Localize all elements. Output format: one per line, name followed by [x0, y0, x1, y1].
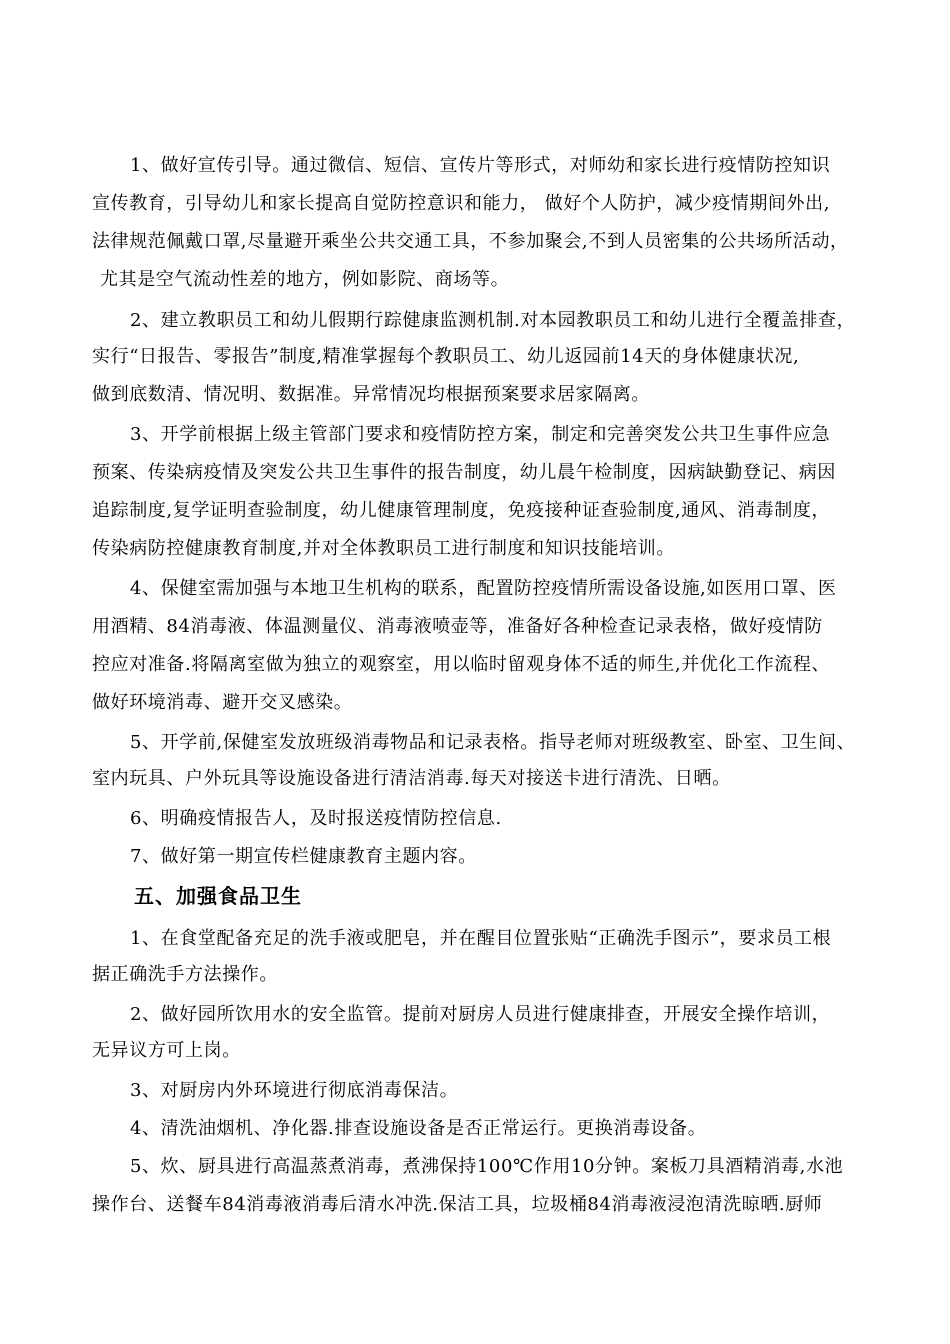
paragraph-line: 做到底数清、情况明、数据准。异常情况均根据预案要求居家隔离。 — [92, 384, 650, 405]
paragraph-line: 4、清洗油烟机、净化器.排查设施设备是否正常运行。更换消毒设备。 — [130, 1118, 707, 1139]
paragraph-line: 5、开学前,保健室发放班级消毒物品和记录表格。指导老师对班级教室、卧室、卫生间、 — [130, 732, 856, 753]
paragraph-line: 1、做好宣传引导。通过微信、短信、宣传片等形式，对师幼和家长进行疫情防控知识 — [130, 155, 831, 176]
paragraph-line: 据正确洗手方法操作。 — [92, 964, 278, 985]
paragraph-line: 预案、传染病疫情及突发公共卫生事件的报告制度，幼儿晨午检制度，因病缺勤登记、病因 — [92, 462, 836, 483]
paragraph-line: 6、明确疫情报告人，及时报送疫情防控信息. — [130, 808, 502, 829]
paragraph-line: 宣传教育，引导幼儿和家长提高自觉防控意识和能力， 做好个人防护，减少疫情期间外出, — [92, 193, 831, 214]
paragraph-line: 3、对厨房内外环境进行彻底消毒保洁。 — [130, 1080, 459, 1101]
paragraph-line: 追踪制度,复学证明查验制度，幼儿健康管理制度，免疫接种证查验制度,通风、消毒制度， — [92, 500, 831, 521]
paragraph-line: 法律规范佩戴口罩,尽量避开乘坐公共交通工具，不参加聚会,不到人员密集的公共场所活动， — [92, 231, 849, 252]
section-heading: 五、加强食品卫生 — [134, 884, 302, 908]
paragraph-line: 控应对准备.将隔离室做为独立的观察室，用以临时留观身体不适的师生,并优化工作流程、 — [92, 654, 831, 675]
paragraph-line: 2、做好园所饮用水的安全监管。提前对厨房人员进行健康排查，开展安全操作培训， — [130, 1004, 831, 1025]
paragraph-line: 传染病防控健康教育制度,并对全体教职员工进行制度和知识技能培训。 — [92, 538, 675, 559]
paragraph-line: 用酒精、84消毒液、体温测量仪、消毒液喷壶等，准备好各种检查记录表格，做好疫情防 — [92, 616, 823, 637]
paragraph-line: 2、建立教职员工和幼儿假期行踪健康监测机制.对本园教职员工和幼儿进行全覆盖排查， — [130, 310, 856, 331]
paragraph-line: 实行“日报告、零报告”制度,精准掌握每个教职员工、幼儿返园前14天的身体健康状况, — [92, 346, 800, 367]
paragraph-line: 7、做好第一期宣传栏健康教育主题内容。 — [130, 846, 477, 867]
paragraph-line: 做好环境消毒、避开交叉感染。 — [92, 692, 353, 713]
paragraph-line: 4、保健室需加强与本地卫生机构的联系，配置防控疫情所需设备设施,如医用口罩、医 — [130, 578, 837, 599]
paragraph-line: 1、在食堂配备充足的洗手液或肥皂，并在醒目位置张贴“正确洗手图示”，要求员工根 — [130, 928, 832, 949]
paragraph-line: 操作台、送餐车84消毒液消毒后清水冲洗.保洁工具，垃圾桶84消毒液浸泡清洗晾晒.厨师 — [92, 1194, 823, 1215]
paragraph-line: 3、开学前根据上级主管部门要求和疫情防控方案，制定和完善突发公共卫生事件应急 — [130, 424, 831, 445]
paragraph-line: 5、炊、厨具进行高温蒸煮消毒，煮沸保持100℃作用10分钟。案板刀具酒精消毒,水池 — [130, 1156, 844, 1177]
paragraph-line: 室内玩具、户外玩具等设施设备进行清洁消毒.每天对接送卡进行清洗、日晒。 — [92, 768, 731, 789]
paragraph-line: 尤其是空气流动性差的地方，例如影院、商场等。 — [100, 269, 510, 290]
paragraph-line: 无异议方可上岗。 — [92, 1040, 241, 1061]
